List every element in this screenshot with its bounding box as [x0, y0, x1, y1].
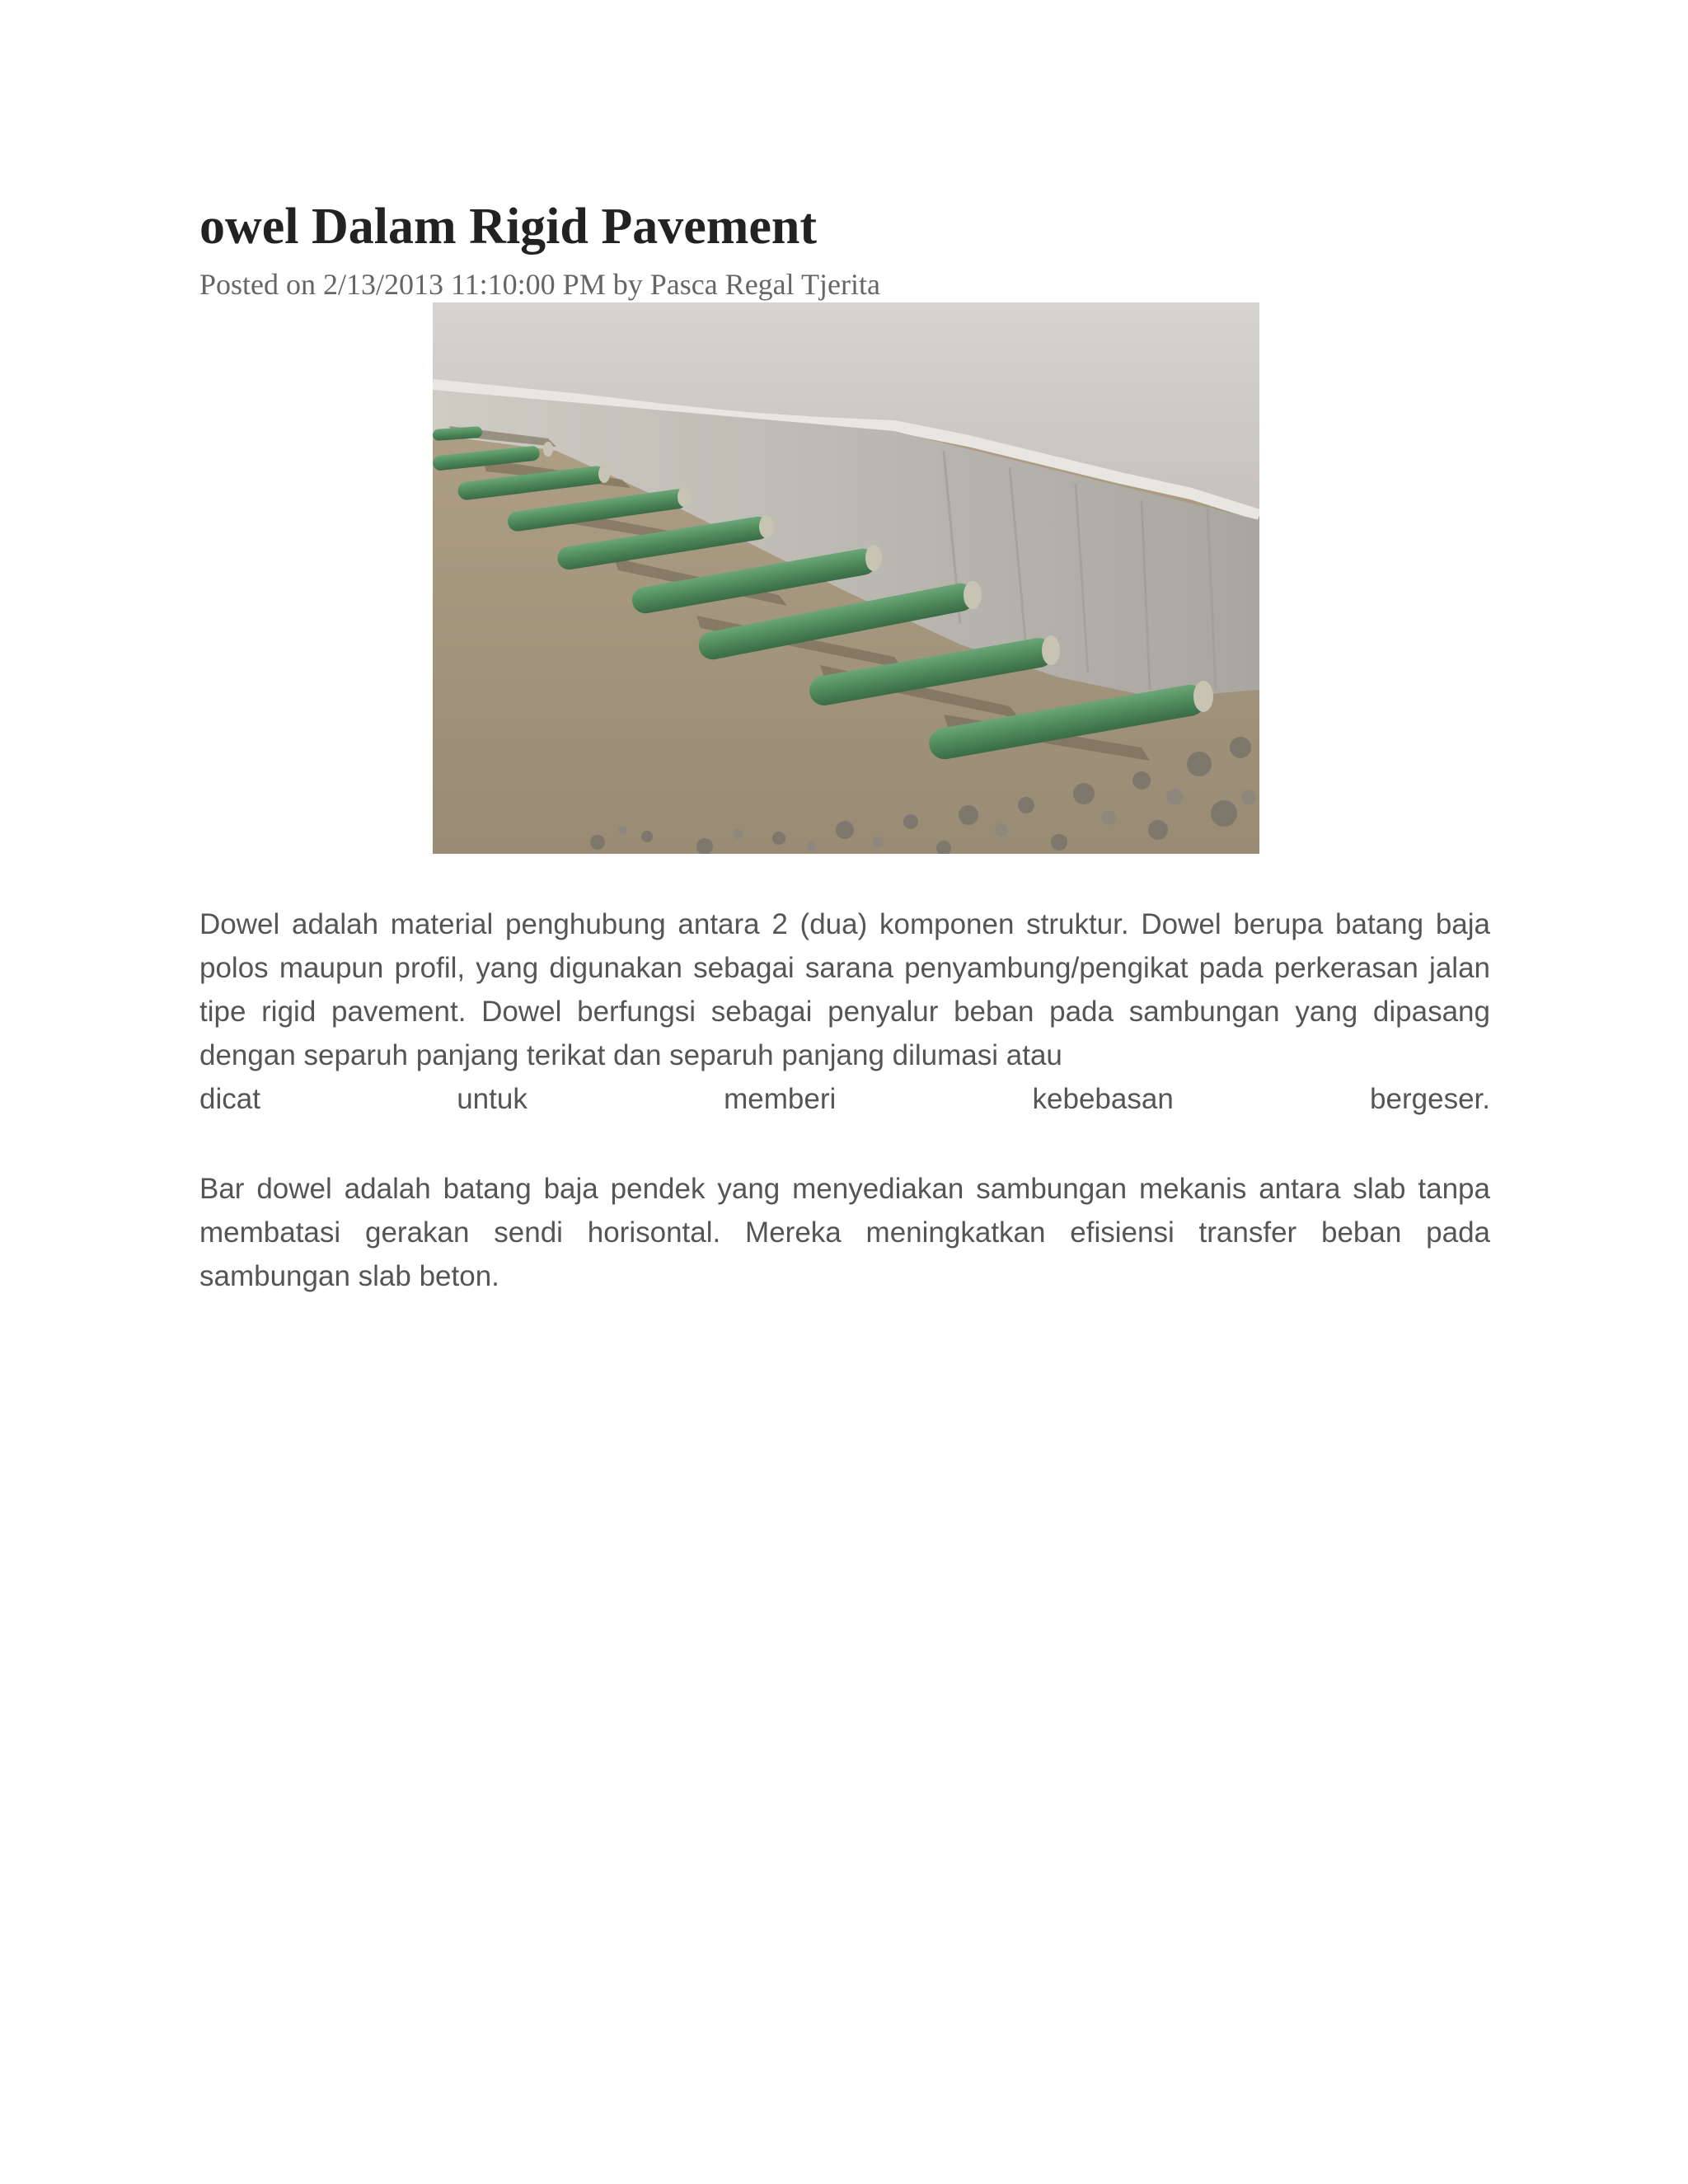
paragraph-1: [199, 902, 1490, 1121]
page-title: owel Dalam Rigid Pavement: [199, 199, 818, 255]
paragraph-1-last-line: dicat untuk memberi kebebasan bergeser.: [199, 1083, 1490, 1115]
paragraph-1-text: Dowel adalah material penghubung antara 2 (dua) komponen struktur. Dowel berupa batang baja polos maupun profil, yang digunakan sebagai sarana penyambung/pengikat pada perkerasan jalan tipe rigid pavement. Dowel berfungsi sebagai penyalur beban pada sambungan yang dipasang dengan separuh panjang terikat dan separuh panjang dilumasi atau: [199, 908, 1490, 1071]
article-photo: [433, 302, 1259, 854]
post-meta: Posted on 2/13/2013 11:10:00 PM by Pasca Regal Tjerita: [199, 268, 880, 301]
paragraph-2: Bar dowel adalah batang baja pendek yang menyediakan sambungan mekanis antara slab tanpa membatasi gerakan sendi horisontal. Mereka meningkatkan efisiensi transfer beban pada sambungan slab beton.: [199, 1173, 1490, 1292]
